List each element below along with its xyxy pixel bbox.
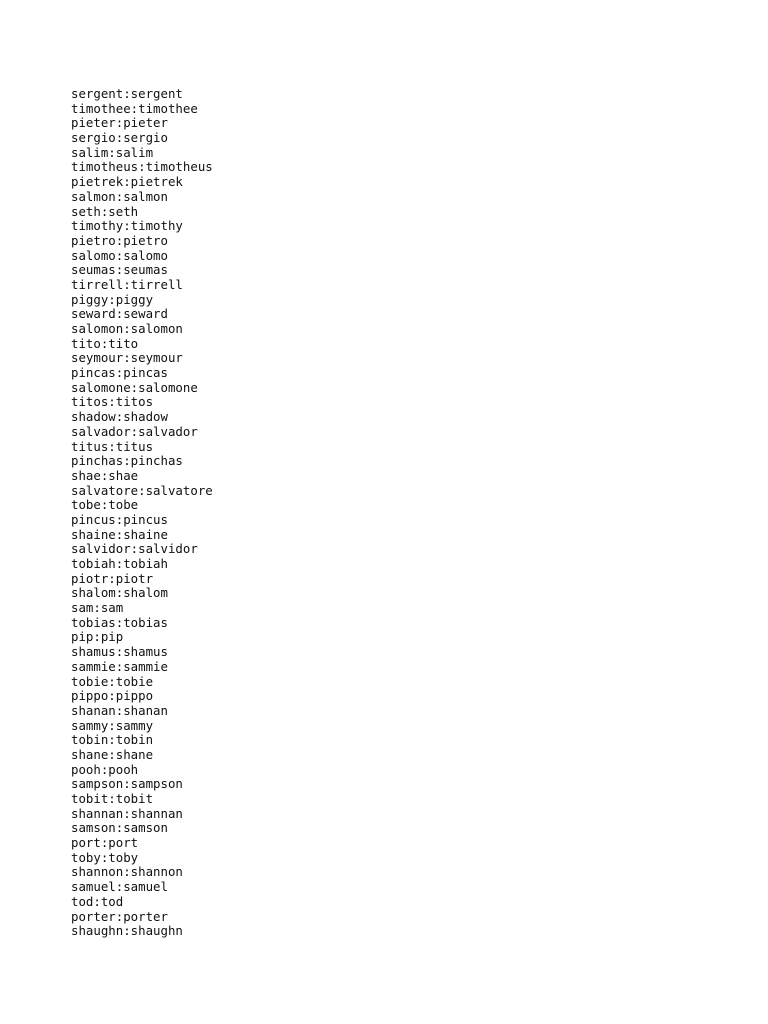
text-line: salvidor:salvidor (71, 541, 198, 557)
text-line-list (71, 87, 213, 939)
text-line: salmon:salmon (71, 188, 168, 204)
text-line: toby:toby (71, 849, 139, 865)
text-line: shane:shane (71, 746, 154, 762)
text-line: shanan:shanan (71, 702, 168, 718)
text-line: tobit:tobit (71, 791, 154, 806)
text-line: sampson:sampson (71, 776, 183, 792)
text-line: samuel:samuel (71, 879, 168, 895)
text-line: titus:titus (71, 438, 154, 454)
text-line: seward:seward (71, 306, 168, 322)
text-line: sammy:sammy (71, 717, 154, 733)
text-line: salvador:salvador (71, 423, 198, 439)
text-line: shaughn:shaughn (71, 923, 183, 939)
text-line: salim:salim (71, 144, 154, 160)
text-line: port:port (71, 835, 139, 851)
text-line: pippo:pippo (71, 688, 154, 704)
text-line: piotr:piotr (71, 570, 154, 586)
text-line: shannan:shannan (71, 805, 183, 821)
text-line: tirrell:tirrell (71, 276, 183, 292)
text-line: pincas:pincas (71, 365, 168, 381)
text-line: sergent:sergent (71, 86, 183, 101)
text-line: pincus:pincus (71, 511, 168, 527)
text-line: salomo:salomo (71, 247, 168, 263)
text-line: tobiah:tobiah (71, 556, 168, 571)
text-line: shalom:shalom (71, 585, 168, 601)
text-line: shamus:shamus (71, 644, 168, 660)
text-line: sergio:sergio (71, 130, 168, 146)
text-line: piggy:piggy (71, 291, 154, 307)
text-line: seth:seth (71, 203, 139, 219)
text-line: pietro:pietro (71, 232, 168, 248)
text-line: salomone:salomone (71, 379, 198, 395)
text-line: sammie:sammie (71, 658, 168, 674)
text-line: tobin:tobin (71, 732, 154, 748)
text-line: tobie:tobie (71, 673, 154, 689)
text-line: samson:samson (71, 820, 168, 836)
text-line: shadow:shadow (71, 409, 168, 425)
text-line: tobe:tobe (71, 497, 139, 513)
text-line: seumas:seumas (71, 262, 168, 278)
text-line: salomon:salomon (71, 321, 183, 336)
text-line: pieter:pieter (71, 115, 168, 131)
text-line: shannon:shannon (71, 864, 183, 880)
text-line: pooh:pooh (71, 761, 139, 777)
text-line: pip:pip (71, 629, 124, 645)
text-line: pietrek:pietrek (71, 174, 183, 190)
text-line: tito:tito (71, 335, 139, 351)
text-line: porter:porter (71, 908, 168, 924)
text-line: shaine:shaine (71, 526, 168, 542)
text-line: sam:sam (71, 600, 124, 616)
text-line: salvatore:salvatore (71, 482, 213, 498)
text-line: timothy:timothy (71, 218, 183, 234)
text-line: timothee:timothee (71, 100, 198, 116)
text-line: tobias:tobias (71, 614, 168, 630)
text-line: titos:titos (71, 394, 154, 410)
text-line: pinchas:pinchas (71, 453, 183, 469)
text-line: tod:tod (71, 893, 124, 909)
text-line: seymour:seymour (71, 350, 183, 366)
text-line: shae:shae (71, 467, 139, 483)
text-line: timotheus:timotheus (71, 159, 213, 175)
